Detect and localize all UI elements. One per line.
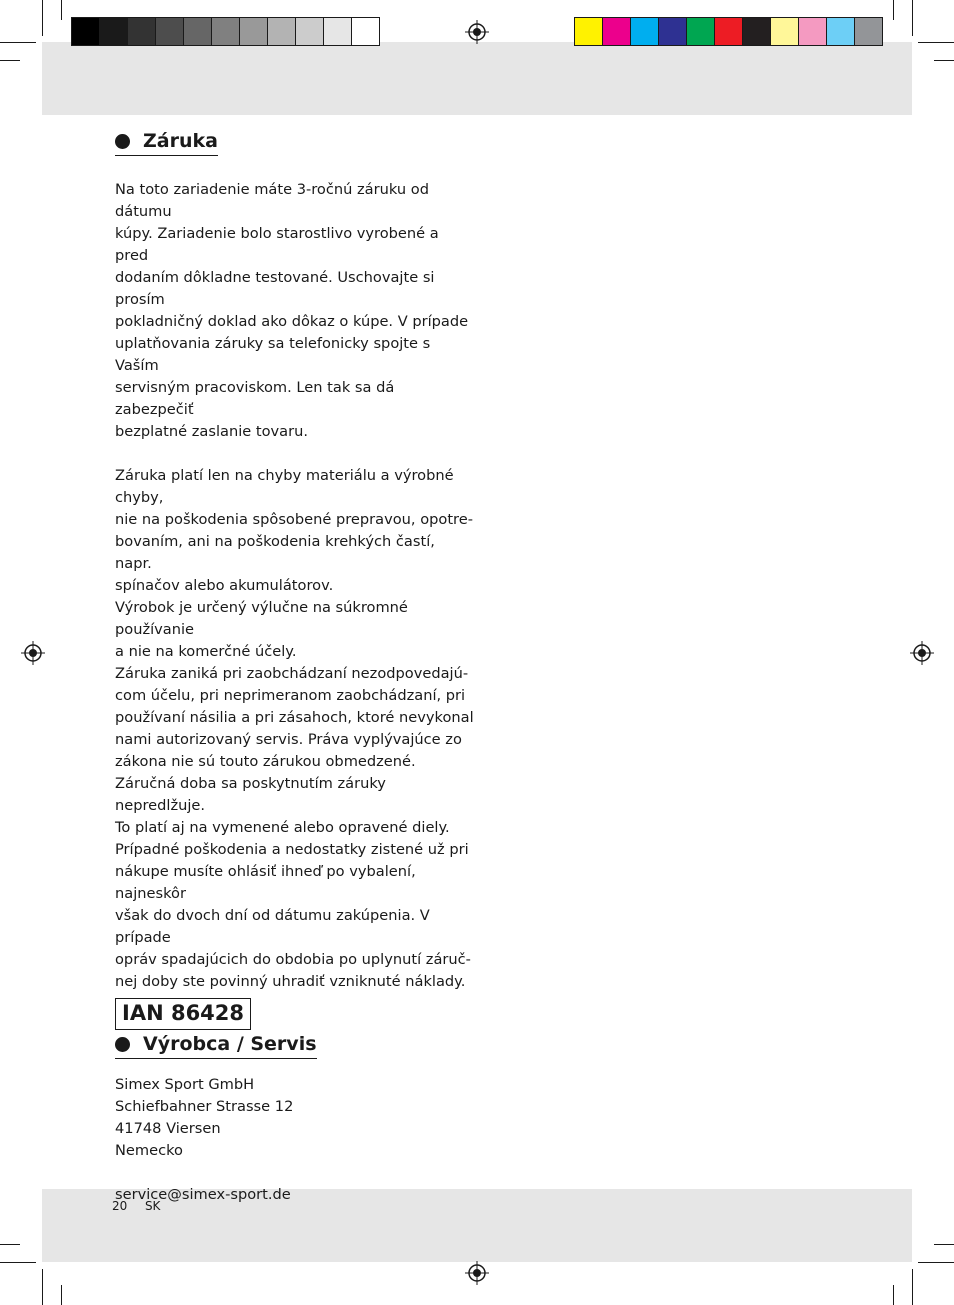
crop-mark — [934, 60, 954, 61]
color-swatch — [352, 18, 379, 45]
crop-mark — [934, 1244, 954, 1245]
crop-mark — [918, 1262, 954, 1263]
warranty-paragraph-1: Na toto zariadenie máte 3-ročnú záruku od dátumu kúpy. Zariadenie bolo starostlivo vyrobené a pred dodaním dôkladne testované. Uschovajte si prosím pokladničný doklad ako dôkaz o kúpe. V prípade uplatňovania záruky sa telefonicky spojte s Vaším servisným pracoviskom. Len tak sa dá zabezpečiť bezplatné zaslanie tovaru. — [115, 181, 469, 440]
color-swatch — [771, 18, 799, 45]
color-swatch — [799, 18, 827, 45]
color-swatch — [603, 18, 631, 45]
manufacturer-address: Simex Sport GmbH Schiefbahner Strasse 12 41748 Viersen Nemecko — [115, 1076, 294, 1159]
crop-mark — [61, 0, 62, 20]
color-swatch — [715, 18, 743, 45]
color-swatch — [184, 18, 212, 45]
section-heading-warranty — [115, 128, 218, 156]
warranty-paragraph-2: Záruka platí len na chyby materiálu a výrobné chyby, nie na poškodenia spôsobené prepravou, opotre- bovaním, ani na poškodenia krehkých častí, napr. spínačov alebo akumulátorov. Výrobok je určený výlučne na súkromné používanie a nie na komerčné účely. Záruka zaniká pri zaobchádzaní nezodpovedajú- com účelu, pri neprimeranom zaobchádzaní, pri používaní násilia a pri zásahoch, ktoré nevykonal nami autorizovaný servis. Práva vyplývajúce zo zákona nie sú touto zárukou obmedzené. Záručná doba sa poskytnutím záruky nepredlžuje. To platí aj na vymenené alebo opravené diely. Prípadné poškodenia a nedostatky zistené už pri nákupe musíte ohlásiť ihneď po vybalení, najneskôr však do dvoch dní od dátumu zakúpenia. V prípade opráv spadajúcich do obdobia po uplynutí záruč- nej doby ste povinný uhradiť vzniknuté náklady. — [115, 467, 474, 990]
crop-mark — [912, 0, 913, 36]
crop-mark — [912, 1269, 913, 1305]
crop-mark — [0, 42, 36, 43]
ian-number-box: IAN 86428 — [115, 998, 251, 1030]
manufacturer-title: Výrobca / Servis — [143, 1033, 317, 1055]
crop-mark — [0, 1262, 36, 1263]
bullet-icon — [115, 1037, 130, 1052]
color-swatch — [743, 18, 771, 45]
color-swatch — [296, 18, 324, 45]
registration-mark-icon — [910, 641, 934, 665]
registration-mark-icon — [465, 20, 489, 44]
color-swatch — [268, 18, 296, 45]
color-swatch — [128, 18, 156, 45]
color-bar — [574, 17, 883, 46]
header-band — [42, 42, 912, 115]
crop-mark — [0, 1244, 20, 1245]
registration-mark-icon — [465, 1261, 489, 1285]
service-email-link[interactable]: service@simex-sport.de — [115, 1186, 291, 1203]
warranty-title: Záruka — [143, 130, 218, 152]
crop-mark — [42, 0, 43, 36]
color-swatch — [631, 18, 659, 45]
page-number: 20 — [112, 1199, 128, 1213]
color-swatch — [240, 18, 268, 45]
crop-mark — [893, 0, 894, 20]
color-swatch — [855, 18, 882, 45]
color-swatch — [659, 18, 687, 45]
page-footer — [112, 1198, 160, 1214]
crop-mark — [42, 1269, 43, 1305]
crop-mark — [61, 1285, 62, 1305]
color-swatch — [687, 18, 715, 45]
color-swatch — [324, 18, 352, 45]
color-swatch — [575, 18, 603, 45]
color-swatch — [827, 18, 855, 45]
crop-mark — [0, 60, 20, 61]
section-heading-manufacturer — [115, 1031, 317, 1059]
crop-mark — [918, 42, 954, 43]
color-swatch — [100, 18, 128, 45]
language-code: SK — [144, 1199, 161, 1213]
grayscale-color-bar — [71, 17, 380, 46]
bullet-icon — [115, 134, 130, 149]
registration-mark-icon — [21, 641, 45, 665]
color-swatch — [156, 18, 184, 45]
color-swatch — [212, 18, 240, 45]
crop-mark — [893, 1285, 894, 1305]
color-swatch — [72, 18, 100, 45]
page-content — [115, 128, 475, 1206]
